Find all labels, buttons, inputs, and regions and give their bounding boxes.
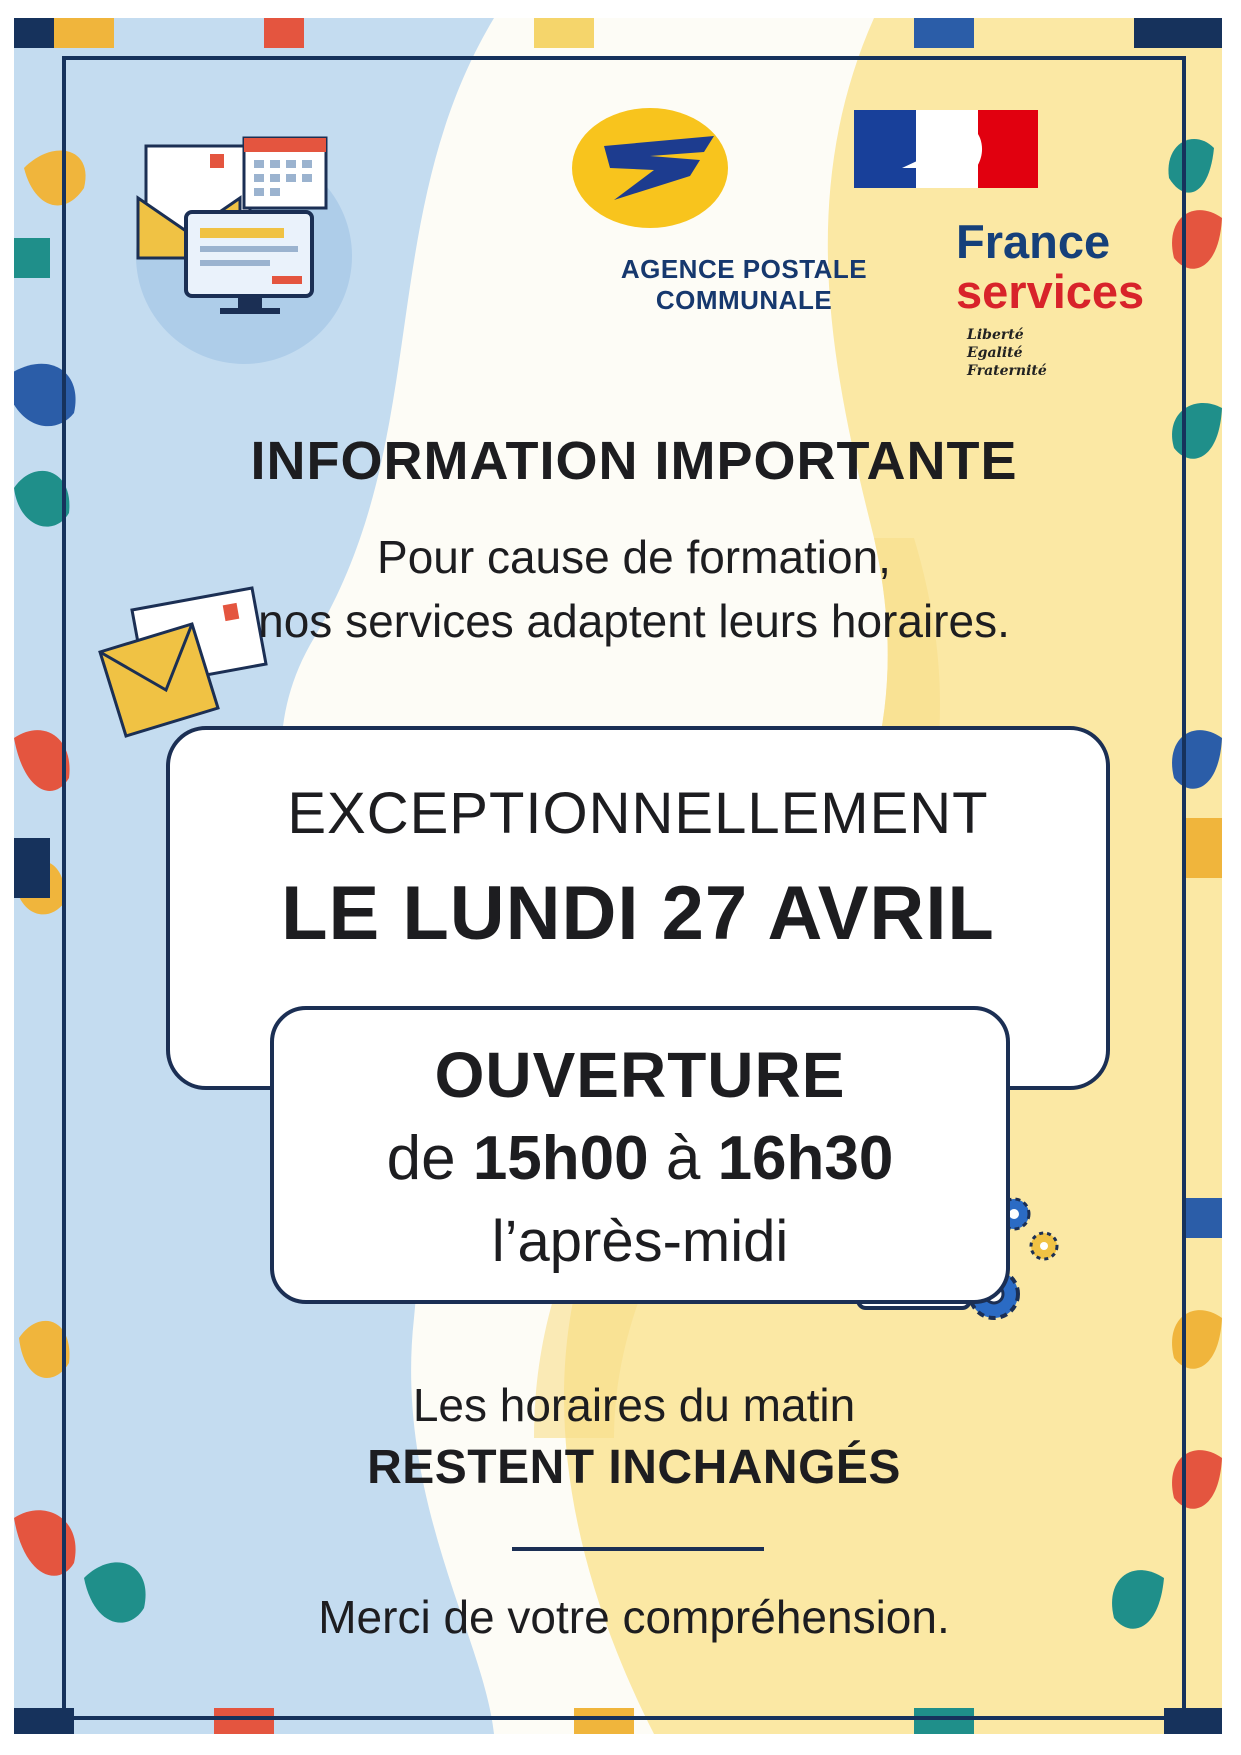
- motto-liberte: Liberté: [967, 327, 1024, 343]
- notice-subtitle-line-1: Pour cause de formation,: [377, 531, 891, 583]
- notice-subtitle-line-2: nos services adaptent leurs horaires.: [258, 595, 1010, 647]
- start-time: 15h00: [472, 1124, 649, 1193]
- closure-date: LE LUNDI 27 AVRIL: [281, 871, 995, 956]
- morning-hours-line-1: Les horaires du matin: [412, 1379, 856, 1431]
- agency-line-2: COMMUNALE: [655, 285, 833, 315]
- notice-heading: INFORMATION IMPORTANTE: [250, 431, 1018, 491]
- motto-fraternite: Fraternité: [967, 363, 1047, 379]
- morning-hours-line-2: RESTENT INCHANGÉS: [367, 1441, 901, 1494]
- agency-line-1: AGENCE POSTALE: [620, 254, 868, 284]
- hours-to-word: à: [648, 1124, 718, 1193]
- poster: [14, 18, 1222, 1734]
- republic-motto: [967, 326, 1047, 380]
- agency-postale-logo-text: [584, 254, 904, 316]
- hours-from-word: de: [386, 1124, 473, 1193]
- france-label: France: [956, 215, 1111, 268]
- exceptionally-label: EXCEPTIONNELLEMENT: [287, 781, 989, 846]
- opening-label: OUVERTURE: [434, 1039, 846, 1111]
- closing-thanks: Merci de votre compréhension.: [318, 1591, 950, 1643]
- end-time: 16h30: [717, 1124, 894, 1193]
- divider: [512, 1547, 764, 1551]
- afternoon-label: l’après-midi: [491, 1209, 789, 1274]
- opening-hours: [270, 1123, 1010, 1194]
- motto-egalite: Egalité: [967, 345, 1023, 361]
- services-label: services: [956, 265, 1145, 318]
